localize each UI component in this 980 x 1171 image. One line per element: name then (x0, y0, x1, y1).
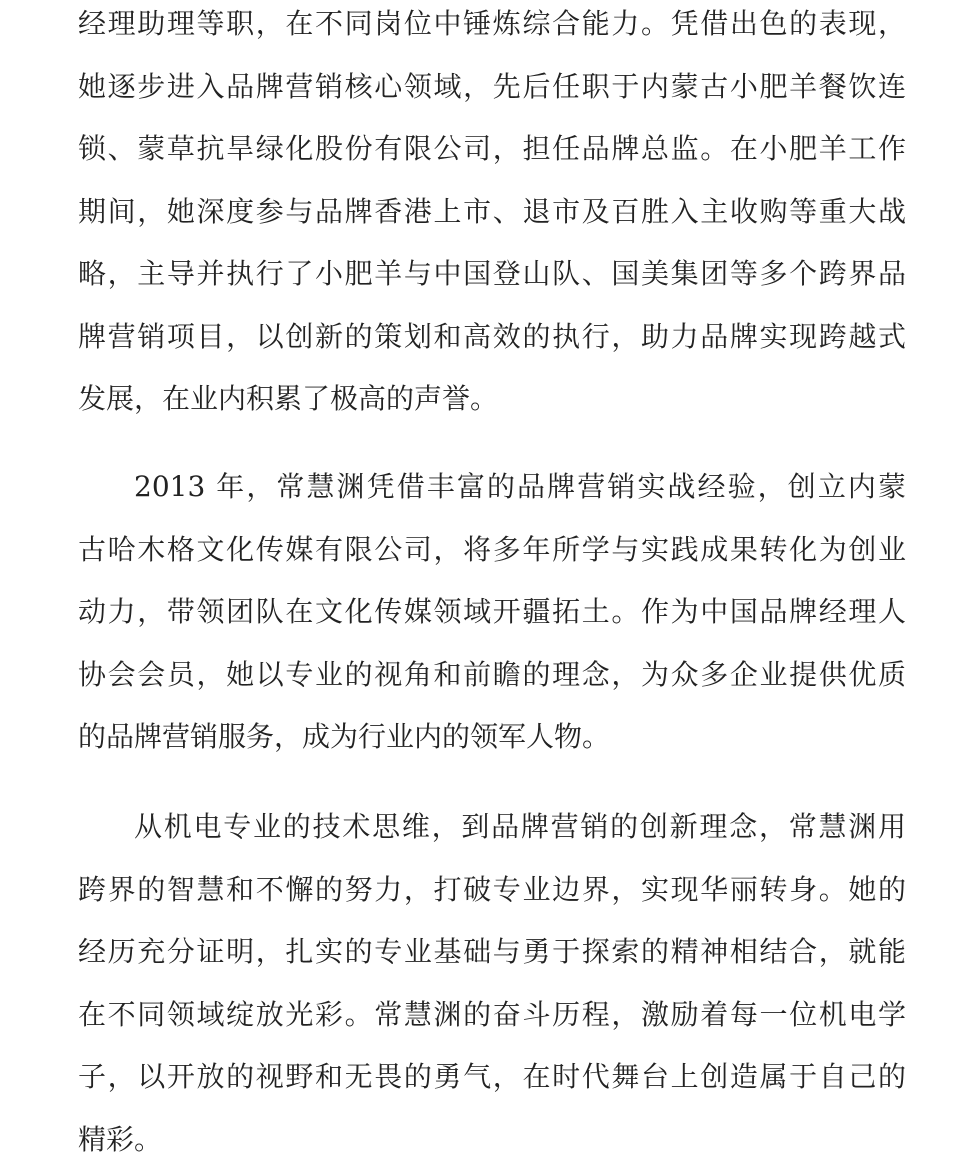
text-line: 期间，她深度参与品牌香港上市、退市及百胜入主收购等重大战 (78, 181, 906, 244)
text-line: 协会会员，她以专业的视角和前瞻的理念，为众多企业提供优质 (78, 644, 906, 707)
text-line: 子，以开放的视野和无畏的勇气，在时代舞台上创造属于自己的 (78, 1046, 906, 1109)
text-line: 跨界的智慧和不懈的努力，打破专业边界，实现华丽转身。她的 (78, 859, 906, 922)
text-line: 从机电专业的技术思维，到品牌营销的创新理念，常慧渊用 (78, 796, 906, 859)
text-line: 精彩。 (78, 1109, 906, 1171)
text-line: 古哈木格文化传媒有限公司，将多年所学与实践成果转化为创业 (78, 519, 906, 582)
paragraph-company-founding (78, 456, 906, 769)
text-line: 经历充分证明，扎实的专业基础与勇于探索的精神相结合，就能 (78, 921, 906, 984)
text-line: 经理助理等职，在不同岗位中锤炼综合能力。凭借出色的表现， (78, 0, 906, 56)
text-line: 发展，在业内积累了极高的声誉。 (78, 368, 906, 431)
text-line: 的品牌营销服务，成为行业内的领军人物。 (78, 706, 906, 769)
text-line: 2013 年，常慧渊凭借丰富的品牌营销实战经验，创立内蒙 (78, 456, 906, 519)
paragraph-career-history (78, 0, 906, 431)
text-line: 她逐步进入品牌营销核心领域，先后任职于内蒙古小肥羊餐饮连 (78, 56, 906, 119)
text-line: 略，主导并执行了小肥羊与中国登山队、国美集团等多个跨界品 (78, 243, 906, 306)
paragraph-conclusion (78, 796, 906, 1171)
text-line: 锁、蒙草抗旱绿化股份有限公司，担任品牌总监。在小肥羊工作 (78, 118, 906, 181)
text-line: 动力，带领团队在文化传媒领域开疆拓土。作为中国品牌经理人 (78, 581, 906, 644)
text-line: 牌营销项目，以创新的策划和高效的执行，助力品牌实现跨越式 (78, 306, 906, 369)
text-line: 在不同领域绽放光彩。常慧渊的奋斗历程，激励着每一位机电学 (78, 984, 906, 1047)
